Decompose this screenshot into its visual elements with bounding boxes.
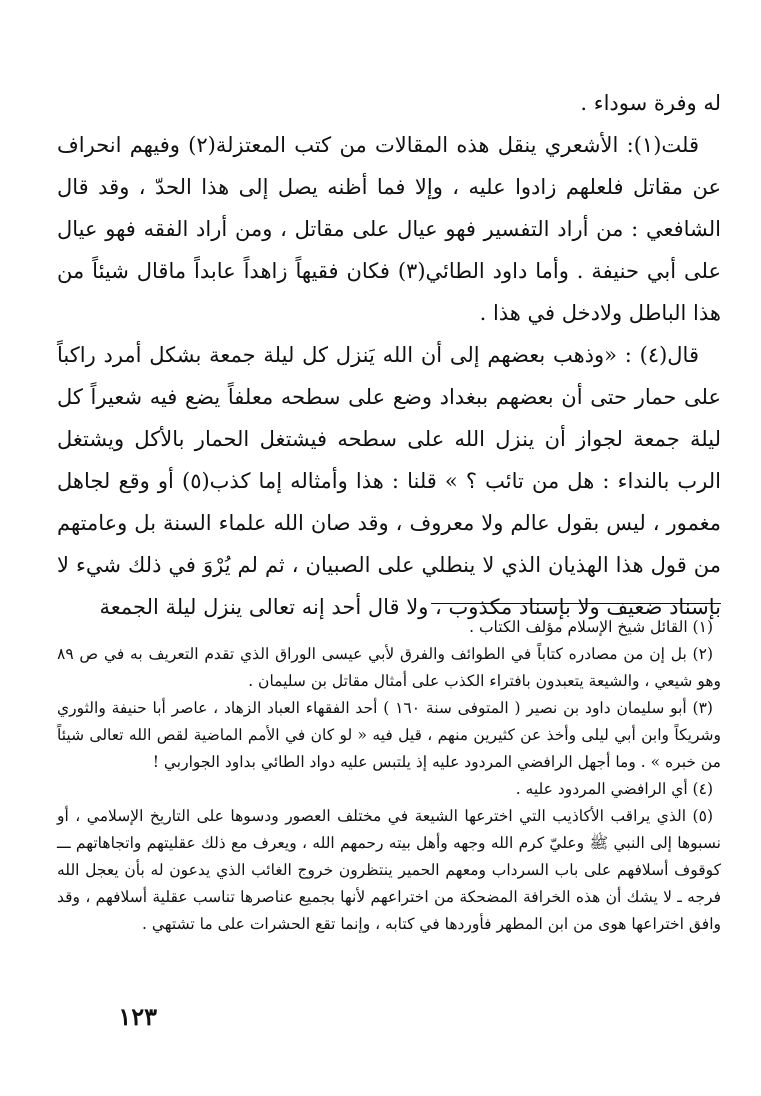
paragraph-2: قال(٤) : «وذهب بعضهم إلى أن الله يَنزل كل ليلة جمعة بشكل أمرد راكباً على حمار حتى أن بعضهم ببغداد وضع على سطحه معلفاً يضع فيه شعيراً كل ليلة جمعة لجواز أن ينزل الله على سطحه فيشتغل الحمار بالأكل ويشتغل الرب بالنداء : هل من تائب ؟ » قلنا : هذا وأمثاله إما كذب(٥) أو وقع لجاهل مغمور ، ليس بقول عالم ولا معروف ، وقد صان الله علماء السنة بل وعامتهم من قول هذا الهذيان الذي لا ينطلي على الصبيان ، ثم لم يُرْوَ في ذلك شيء لا بإسناد ضعيف ولا بإسناد مكذوب ، ولا قال أحد إنه تعالى ينزل ليلة الجمعة <box>57 343 721 619</box>
main-text <box>57 82 721 628</box>
page-number: ١٢٣ <box>118 1002 157 1031</box>
footnote-divider <box>431 603 721 604</box>
footnote-4: (٤) أي الرافضي المردود عليه . <box>515 780 713 798</box>
footnote-3: (٣) أبو سليمان داود بن نصير ( المتوفى سنة ١٦٠ ) أحد الفقهاء العباد الزهاد ، عاصر أبا حنيفة والثوري وشريكاً وابن أبي ليلى وأخذ عن كثيرين منهم ، قيل فيه « لو كان في الأمم الماضية لقص الله تعالى شيئاً من خبره » . وما أجهل الرافضي المردود عليه إذ يلتبس عليه دواد الطائي بداود الجواربي ! <box>57 699 721 771</box>
paragraph-1: قلت(١): الأشعري ينقل هذه المقالات من كتب المعتزلة(٢) وفيهم انحراف عن مقاتل فلعلهم زادوا عليه ، وإلا فما أظنه يصل إلى هذا الحدّ ، وقد قال الشافعي : من أراد التفسير فهو عيال على مقاتل ، ومن أراد الفقه فهو عيال على أبي حنيفة . وأما داود الطائي(٣) فكان فقيهاً زاهداً عابداً ماقال شيئاً من هذا الباطل ولادخل في هذا . <box>57 133 721 325</box>
footnote-1: (١) القائل شيخ الإسلام مؤلف الكتاب . <box>469 618 713 636</box>
footnotes <box>57 614 721 938</box>
continuation-line: له وفرة سوداء . <box>580 91 721 115</box>
footnote-2: (٢) بل إن من مصادره كتاباً في الطوائف والفرق لأبي عيسى الوراق الذي تقدم التعريف به في ص ٨٩ وهو شيعي ، والشيعة يتعبدون بافتراء الكذب على أمثال مقاتل بن سليمان . <box>57 645 721 690</box>
footnote-5: (٥) الذي يراقب الأكاذيب التي اخترعها الشيعة في مختلف العصور ودسوها على التاريخ الإسلامي ، أو نسبوها إلى النبي ﷺ وعليّ كرم الله وجهه وأهل بيته رحمهم الله ، ويعرف مع ذلك عقليتهم واتجاهاتهم ـــ كوقوف أسلافهم على باب السرداب ومعهم الحمير ينتظرون خروج الغائب الذي يدعون له بأن يعجل الله فرجه ـ لا يشك أن هذه الخرافة المضحكة من اختراعهم لأنها بجميع عناصرها تناسب عقلية أسلافهم ، وقد وافق اختراعها هوى من ابن المطهر فأوردها في كتابه ، وإنما تقع الحشرات على ما تشتهي . <box>57 807 721 933</box>
